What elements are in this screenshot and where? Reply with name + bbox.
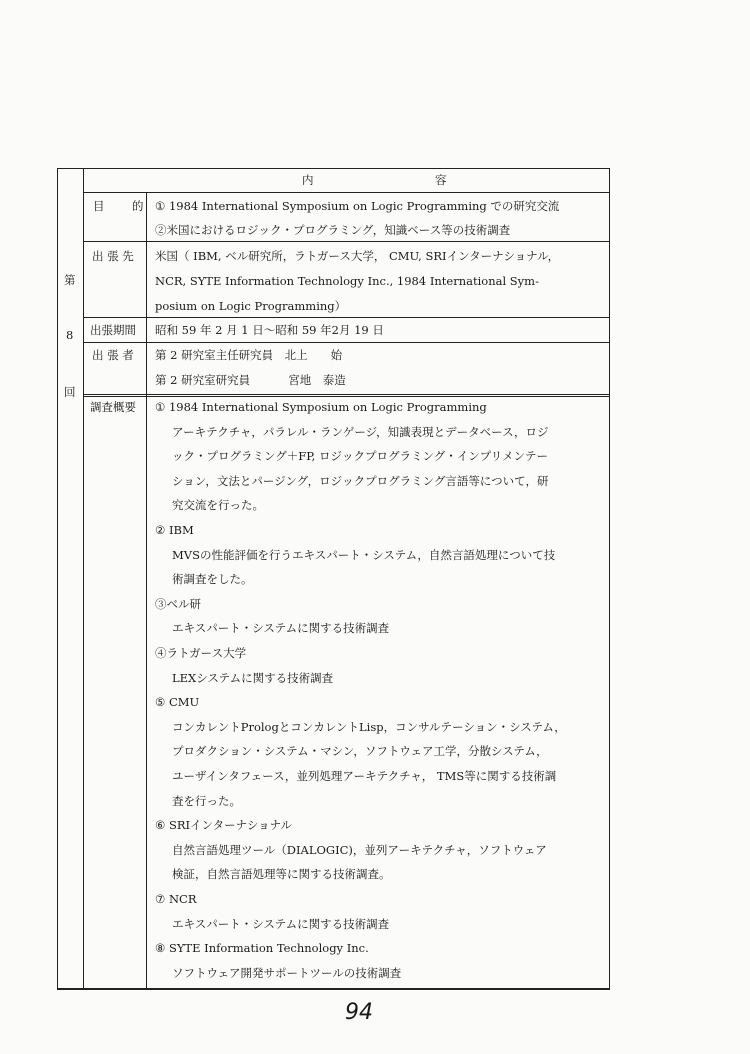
left-column-kai: 回 [64,385,76,399]
page-number: 94 [345,1000,373,1025]
gaiyou-line: エキスパート・システムに関する技術調査 [172,917,390,931]
gaiyou-line: ⑧ SYTE Information Technology Inc. [155,941,369,955]
gaiyou-line: MVSの性能評価を行うエキスパート・システム，自然言語処理について技 [172,548,556,562]
label-shutchosha: 出 張 者 [92,348,134,362]
gaiyou-line: プロダクション・システム・マシン，ソフトウェア工学，分散システム， [172,744,548,758]
gaiyou-line: ① 1984 International Symposium on Logic Programming [155,400,487,414]
gaiyou-line: ③ベル研 [155,597,201,611]
gaiyou-line: 査を行った。 [172,794,241,808]
kikan-line-1: 昭和 59 年 2 月 1 日～昭和 59 年2月 19 日 [155,323,384,337]
gaiyou-line: LEXシステムに関する技術調査 [172,671,334,685]
label-mokuteki-b: 的 [132,199,144,213]
label-mokuteki-a: 目 [93,199,105,213]
gaiyou-line: ⑤ CMU [155,695,200,709]
shutchosha-line-1: 第 2 研究室主任研究員 北上 始 [155,348,343,362]
shutcho-saki-line-2: NCR, SYTE Information Technology Inc., 1984 International Sym- [155,274,539,288]
gaiyou-line: ⑥ SRIインターナショナル [155,818,293,832]
gaiyou-line: 究交流を行った。 [172,498,264,512]
gaiyou-line: ソフトウェア開発サポートツールの技術調査 [172,966,402,980]
gaiyou-line: 検証，自然言語処理等に関する技術調査。 [172,867,391,881]
gaiyou-line: アーキテクチャ，パラレル・ランゲージ，知識表現とデータベース，ロジ [172,425,549,439]
shutchosha-line-2: 第 2 研究室研究員 宮地 泰造 [155,373,346,387]
gaiyou-line: 自然言語処理ツール（DIALOGIC)，並列アーキテクチャ，ソフトウェア [172,843,547,857]
gaiyou-line: エキスパート・システムに関する技術調査 [172,621,390,635]
left-column-number: 8 [66,328,74,342]
gaiyou-line: 術調査をした。 [172,572,253,586]
header-title-right: 容 [435,173,447,187]
left-column-dai: 第 [64,273,76,287]
gaiyou-line: ④ラトガース大学 [155,646,247,660]
gaiyou-line: ション，文法とパージング，ロジックプログラミング言語等について，研 [172,474,549,488]
shutcho-saki-line-1: 米国（ IBM, ベル研究所，ラトガース大学， CMU, SRIインターナショナル， [155,249,560,263]
gaiyou-line: ⑦ NCR [155,892,197,906]
shutcho-saki-line-3: posium on Logic Programming） [155,299,347,313]
label-shutcho-kikan: 出張期間 [90,323,136,337]
gaiyou-line: ユーザインタフェース，並列処理アーキテクチャ， TMS等に関する技術調 [172,769,557,783]
gaiyou-line: ② IBM [155,523,194,537]
gaiyou-line: ック・プログラミング＋FP, ロジックプログラミング・インプリメンテー [172,449,549,463]
mokuteki-line-2: ②米国におけるロジック・プログラミング，知識ベース等の技術調査 [155,223,511,237]
gaiyou-line: コンカレントPrologとコンカレントLisp，コンサルテーション・システム， [172,720,566,734]
label-shutcho-saki: 出 張 先 [92,249,134,263]
mokuteki-line-1: ① 1984 International Symposium on Logic Programming での研究交流 [155,199,560,213]
header-title-left: 内 [302,173,314,187]
label-chosa-gaiyou: 調査概要 [90,400,136,414]
